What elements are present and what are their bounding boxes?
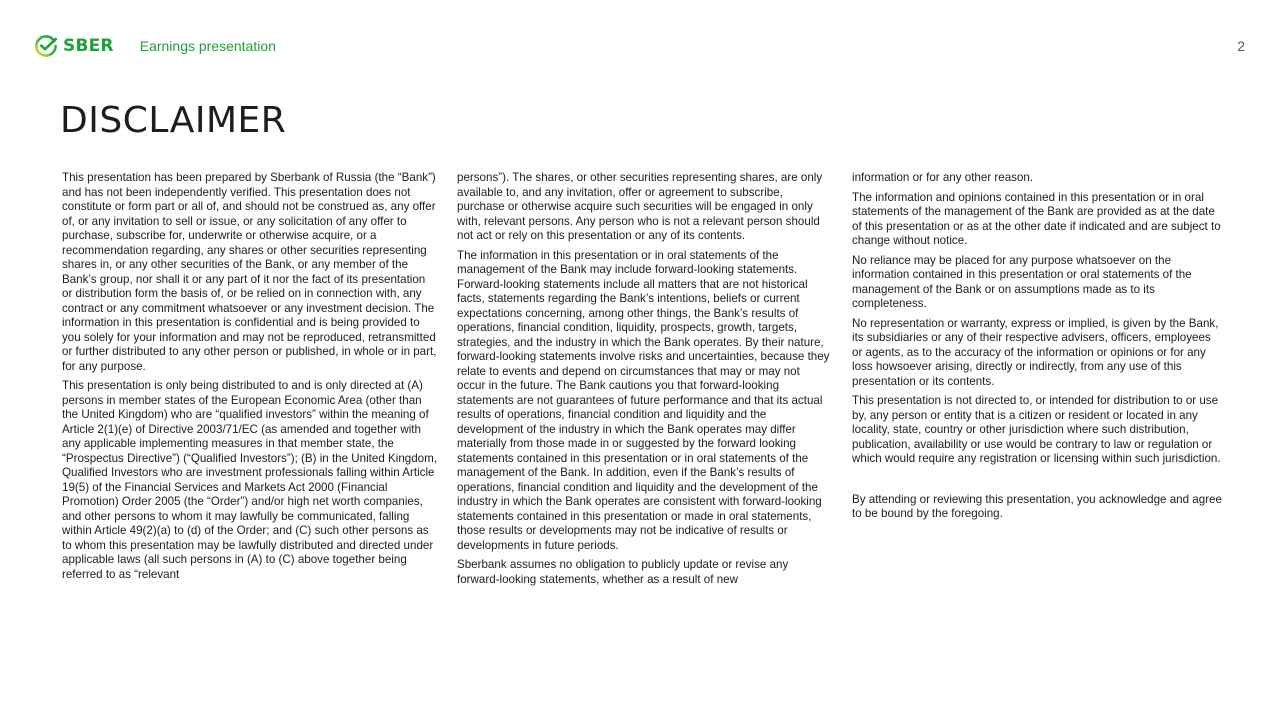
text-column-1 <box>62 171 438 587</box>
disclaimer-columns <box>62 171 1232 641</box>
sber-logo <box>34 34 114 58</box>
presentation-subtitle: Earnings presentation <box>139 38 276 54</box>
paragraph: Sberbank assumes no obligation to publicly update or revise any forward-looking statements, whether as a result of new <box>457 558 789 586</box>
text-column-2 <box>457 171 831 592</box>
logo-text: SBER <box>63 36 114 56</box>
paragraph: By attending or reviewing this presentation, you acknowledge and agree to be bound by the foregoing. <box>852 492 1222 520</box>
page-title: DISCLAIMER <box>60 100 287 141</box>
paragraph: information or for any other reason. <box>852 171 1034 184</box>
paragraph: This presentation is only being distributed to and is only directed at (A) persons in member states of the European Economic Area (other than the United Kingdom) who are “qualified investors” within the meaning of Article 2(1)(e) of Directive 2003/71/EC (as amended and together with any applicable implementing measures in that member state, the “Prospectus Directive”) (“Qualified Investors”); (B) in the United Kingdom, Qualified Investors who are investment professionals falling within Article 19(5) of the Financial Services and Markets Act 2000 (Financial Promotion) Order 2005 (the “Order”) and/or high net worth companies, and other persons to whom it may lawfully be communicated, falling within Article 49(2)(a) to (d) of the Order; and (C) such other persons as to whom this presentation may be lawfully distributed and directed under applicable laws (all such persons in (A) to (C) above together being referred to as “relevant <box>62 379 437 581</box>
paragraph: This presentation has been prepared by Sberbank of Russia (the “Bank”) and has not been independently verified. This presentation does not constitute or form part or all of, and should not be construed as, any offer of, or any invitation to sell or issue, or any solicitation of any offer to purchase, subscribe for, underwrite or otherwise acquire, or a recommendation regarding, any shares or other securities representing shares in, or any other securities of the Bank, or any member of the Bank’s group, nor shall it or any part of it nor the fact of its presentation or distribution form the basis of, or be relied on in connection with, any contract or any commitment whatsoever or any investment decision. The information in this presentation is confidential and is being provided to you solely for your information and may not be reproduced, retransmitted or further distributed to any other person or published, in whole or in part, for any purpose. <box>62 171 437 373</box>
header <box>34 32 276 60</box>
paragraph: This presentation is not directed to, or intended for distribution to or use by, any person or entity that is a citizen or resident or located in any locality, state, country or other jurisdiction where such distribution, publication, availability or use would be contrary to law or regulation or which would require any registration or licensing within such jurisdiction. <box>852 394 1221 465</box>
paragraph: No representation or warranty, express or implied, is given by the Bank, its subsidiaries or any of their respective advisers, officers, employees or agents, as to the accuracy of the information or opinions or for any loss howsoever arising, directly or indirectly, from any use of this presentation or its contents. <box>852 316 1219 388</box>
paragraph: persons”). The shares, or other securities representing shares, are only available to, and any invitation, offer or agreement to subscribe, purchase or otherwise acquire such securities will be engaged in only with, relevant persons. Any person who is not a relevant person should not act or rely on this presentation or any of its contents. <box>457 171 823 242</box>
paragraph: No reliance may be placed for any purpose whatsoever on the information contained in this presentation or oral statements of the management of the Bank or on assumptions made as to its completeness. <box>852 253 1192 310</box>
paragraph: The information in this presentation or in oral statements of the management of the Bank may include forward-looking statements. Forward-looking statements include all matters that are not historical facts, statements regarding the Bank’s intentions, beliefs or current expectations concerning, among other things, the Bank’s results of operations, financial condition, liquidity, prospects, growth, targets, strategies, and the industry in which the Bank operates. By their nature, forward-looking statements involve risks and uncertainties, because they relate to events and depend on circumstances that may or may not occur in the future. The Bank cautions you that forward-looking statements are not guarantees of future performance and that its actual results of operations, financial condition and liquidity and the development of the industry in which the Bank operates may differ materially from those made in or suggested by the forward looking statements contained in this presentation or in oral statements of the management of the Bank. In addition, even if the Bank’s results of operations, financial condition and liquidity and the development of the industry in which the Bank operates are consistent with forward-looking statements contained in this presentation or made in oral statements, those results or developments may not be indicative of results or developments in future periods. <box>457 248 830 552</box>
paragraph: The information and opinions contained in this presentation or in oral statements of the management of the Bank are provided as at the date of this presentation or as at the other date if indicated and are subject to change without notice. <box>852 190 1221 247</box>
text-column-3 <box>852 171 1224 527</box>
sber-check-circle-icon <box>34 34 58 58</box>
page-number: 2 <box>1237 38 1245 54</box>
